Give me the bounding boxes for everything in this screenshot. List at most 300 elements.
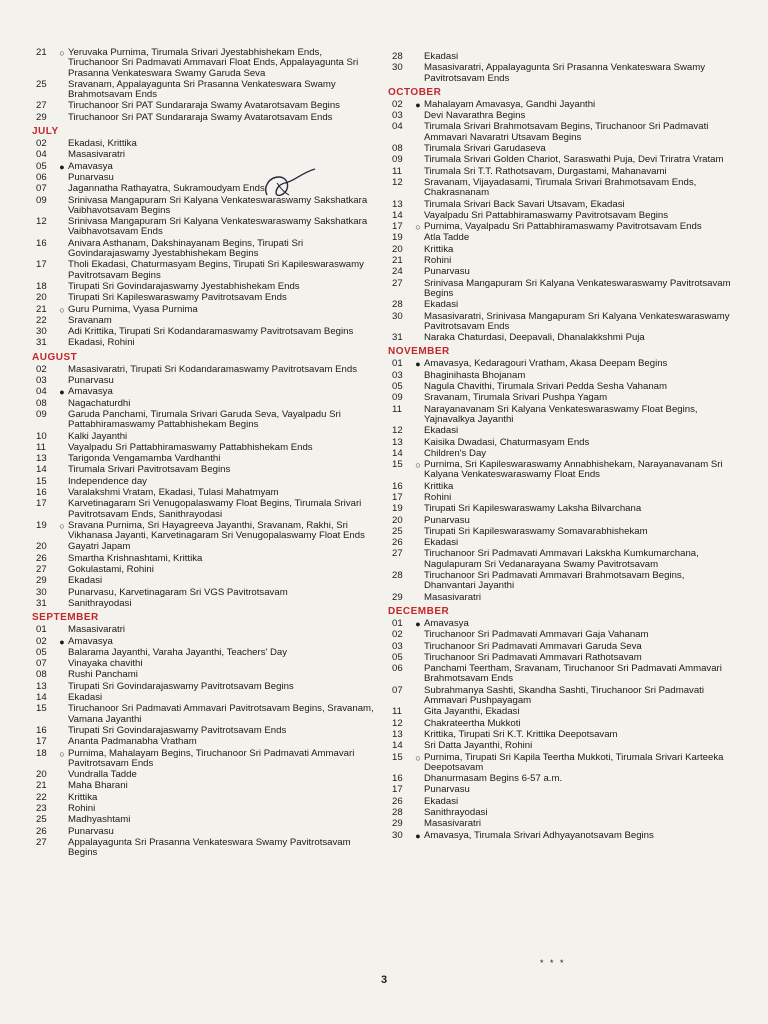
calendar-entry (392, 516, 732, 526)
entry-day: 05 (36, 160, 47, 172)
moon-placeholder (56, 139, 68, 149)
entry-description: Sanithrayodasi (424, 807, 488, 818)
entry-day: 21 (36, 780, 47, 792)
entry-description: Punarvasu (424, 266, 470, 278)
full-moon-icon: ○ (59, 48, 65, 58)
entry-day: 03 (392, 640, 403, 652)
calendar-entry (392, 155, 732, 165)
entry-day: 03 (392, 110, 403, 122)
entry-day: 15 (36, 475, 47, 487)
entry-day: 17 (392, 784, 403, 796)
entry-day: 08 (36, 397, 47, 409)
moon-placeholder (412, 426, 424, 436)
calendar-entry (36, 576, 374, 586)
moon-placeholder (412, 438, 424, 448)
moon-placeholder (56, 239, 68, 260)
calendar-entry (36, 599, 374, 609)
moon-placeholder (412, 122, 424, 143)
entry-day: 30 (36, 586, 47, 598)
entry-description: Sravana Purnima, Sri Hayagreeva Jayanthi, Sravanam, Rakhi, Sri Vikhanasa Jayanti, Karvetinagaram Sri Venugopalaswamy Float Ends (68, 519, 365, 542)
moon-placeholder (56, 454, 68, 464)
moon-placeholder (412, 245, 424, 255)
moon-placeholder (412, 593, 424, 603)
entry-day: 15 (392, 751, 403, 763)
calendar-entry (36, 327, 374, 337)
entry-description: Mahalayam Amavasya, Gandhi Jayanthi (424, 98, 596, 110)
calendar-entry (392, 741, 732, 751)
calendar-entry (36, 781, 374, 791)
moon-placeholder (412, 267, 424, 277)
moon-placeholder (412, 719, 424, 729)
calendar-entry (392, 256, 732, 266)
entry-day: 06 (392, 663, 403, 675)
entry-description: Tirumala Srivari Brahmotsavam Begins, Tiruchanoor Sri Padmavati Ammavari Navaratri Utsavam Begins (424, 121, 709, 143)
moon-placeholder (412, 516, 424, 526)
entry-day: 14 (36, 464, 47, 476)
moon-placeholder (56, 670, 68, 680)
entry-description: Tirumala Srivari Garudaseva (424, 143, 546, 155)
entry-description: Tiruchanoor Sri Padmavati Ammavari Pavitrotsavam Begins, Sravanam, Vamana Jayanthi (68, 703, 374, 725)
calendar-entry (392, 593, 732, 603)
moon-placeholder (56, 465, 68, 475)
entry-day: 10 (36, 430, 47, 442)
calendar-entry (392, 438, 732, 448)
entry-description: Srinivasa Mangapuram Sri Kalyana Venkateswaraswamy Pavitrotsavam Begins (424, 277, 731, 299)
entry-day: 19 (36, 519, 47, 531)
calendar-entry (392, 774, 732, 784)
entry-day: 04 (392, 121, 403, 133)
moon-placeholder (412, 279, 424, 300)
calendar-entry (392, 808, 732, 818)
calendar-entry (392, 664, 732, 685)
entry-description: Varalakshmi Vratam, Ekadasi, Tulasi Mahatmyam (68, 486, 279, 498)
entry-day: 17 (36, 259, 47, 271)
calendar-entry (36, 770, 374, 780)
month-heading: DECEMBER (388, 605, 450, 617)
moon-placeholder (412, 405, 424, 426)
entry-description: Amavasya (424, 617, 469, 629)
entry-day: 04 (36, 386, 47, 398)
moon-placeholder (56, 659, 68, 669)
entry-day: 30 (36, 326, 47, 338)
entry-description: Purnima, Tirupati Sri Kapila Teertha Mukkoti, Tirumala Srivari Karteeka Deepotsavam (424, 751, 724, 773)
moon-placeholder (412, 144, 424, 154)
new-moon-icon: ● (415, 618, 421, 629)
calendar-entry (36, 749, 374, 770)
entry-day: 02 (36, 635, 47, 647)
moon-placeholder (412, 393, 424, 403)
calendar-entry (392, 167, 732, 177)
moon-placeholder (412, 730, 424, 740)
entry-day: 22 (36, 314, 47, 326)
moon-placeholder (56, 838, 68, 859)
entry-day: 08 (36, 669, 47, 681)
entry-description: Tiruchanoor Sri Padmavati Ammavari Rathotsavam (424, 651, 642, 663)
entry-day: 13 (392, 728, 403, 740)
calendar-entry (392, 279, 732, 300)
entry-day: 31 (36, 597, 47, 609)
moon-placeholder (56, 410, 68, 431)
calendar-entry (36, 465, 374, 475)
moon-placeholder (412, 774, 424, 784)
moon-placeholder (412, 527, 424, 537)
moon-placeholder (56, 196, 68, 217)
entry-description: Tarigonda Vengamamba Vardhanthi (68, 453, 221, 465)
entry-description: Tiruchanoor Sri PAT Sundararaja Swamy Avatarotsavam Ends (68, 111, 333, 123)
calendar-entry (36, 499, 374, 520)
entry-description: Vayalpadu Sri Pattabhiramaswamy Pattabhishekam Ends (68, 441, 313, 453)
entry-description: Amavasya, Kedaragouri Vratham, Akasa Deepam Begins (424, 358, 668, 370)
calendar-entry (392, 797, 732, 807)
entry-description: Tirupati Sri Govindarajaswamy Pavitrotsavam Ends (68, 724, 287, 736)
entry-description: Masasivaratri (424, 818, 482, 830)
entry-day: 17 (392, 221, 403, 233)
entry-description: Tholi Ekadasi, Chaturmasyam Begins, Tirupati Sri Kapileswaraswamy Pavitrotsavam Begins (68, 259, 364, 281)
calendar-entry (36, 542, 374, 552)
moon-placeholder (56, 327, 68, 337)
entry-day: 02 (392, 629, 403, 641)
entry-description: Kaisika Dwadasi, Chaturmasyam Ends (424, 436, 590, 448)
moon-placeholder (56, 625, 68, 635)
calendar-entry (36, 737, 374, 747)
entry-day: 12 (36, 216, 47, 228)
moon-placeholder (56, 499, 68, 520)
entry-description: Tirumala Srivari Back Savari Utsavam, Ekadasi (424, 198, 625, 210)
entry-day: 19 (392, 503, 403, 515)
moon-placeholder (412, 211, 424, 221)
moon-placeholder (56, 376, 68, 386)
end-marker: * * * (540, 958, 566, 968)
entry-description: Masasivaratri (424, 591, 482, 603)
calendar-entry (392, 312, 732, 333)
moon-placeholder (56, 781, 68, 791)
calendar-entry (392, 707, 732, 717)
entry-day: 16 (36, 237, 47, 249)
entry-day: 27 (392, 548, 403, 560)
calendar-entry (36, 305, 374, 315)
calendar-entry (392, 571, 732, 592)
calendar-entry (392, 393, 732, 403)
calendar-entry (392, 144, 732, 154)
calendar-entry (36, 316, 374, 326)
entry-day: 26 (36, 825, 47, 837)
entry-day: 14 (392, 447, 403, 459)
moon-placeholder (412, 312, 424, 333)
new-moon-icon: ● (415, 359, 421, 370)
entry-description: Purnima, Mahalayam Begins, Tiruchanoor Sri Padmavati Ammavari Pavitrotsavam Ends (68, 747, 355, 769)
entry-day: 29 (36, 111, 47, 123)
entry-day: 23 (36, 803, 47, 814)
calendar-entry (392, 753, 732, 774)
moon-placeholder (412, 155, 424, 165)
moon-placeholder (412, 785, 424, 795)
moon-placeholder (56, 804, 68, 814)
calendar-entry (392, 111, 732, 121)
moon-placeholder (412, 642, 424, 652)
entry-day: 28 (392, 51, 403, 62)
calendar-entry (392, 538, 732, 548)
entry-day: 20 (392, 243, 403, 255)
calendar-entry (36, 48, 374, 79)
entry-day: 07 (392, 684, 403, 696)
entry-day: 28 (392, 570, 403, 582)
calendar-entry (36, 387, 374, 397)
calendar-entry (36, 637, 374, 647)
calendar-entry (392, 482, 732, 492)
entry-description: Dhanurmasam Begins 6-57 a.m. (424, 773, 563, 785)
calendar-entry (392, 785, 732, 795)
moon-placeholder (56, 682, 68, 692)
entry-day: 17 (392, 491, 403, 503)
entry-description: Karvetinagaram Sri Venugopalaswamy Float Begins, Tirumala Srivari Pavitrotsavam Ends, Sanithrayodasi (68, 498, 362, 520)
entry-day: 17 (36, 736, 47, 748)
moon-placeholder (56, 737, 68, 747)
moon-placeholder (412, 52, 424, 62)
entry-description: Masasivaratri (68, 624, 126, 636)
entry-day: 27 (36, 836, 47, 848)
calendar-entry (36, 838, 374, 859)
entry-day: 01 (392, 358, 403, 370)
calendar-entry (36, 454, 374, 464)
entry-day: 29 (392, 591, 403, 603)
calendar-entry (36, 217, 374, 238)
entry-day: 31 (36, 337, 47, 349)
entry-day: 25 (36, 78, 47, 90)
calendar-entry (392, 730, 732, 740)
calendar-entry (392, 819, 732, 829)
moon-placeholder (412, 256, 424, 266)
entry-day: 13 (36, 453, 47, 465)
moon-placeholder (412, 538, 424, 548)
entry-description: Sravanam (68, 314, 112, 326)
calendar-entry (392, 549, 732, 570)
entry-description: Gokulastami, Rohini (68, 564, 154, 576)
entry-description: Vayalpadu Sri Pattabhiramaswamy Pavitrotsavam Begins (424, 209, 669, 221)
entry-day: 15 (392, 459, 403, 471)
entry-day: 29 (36, 575, 47, 587)
entry-day: 09 (36, 408, 47, 420)
entry-day: 24 (392, 266, 403, 278)
month-heading: OCTOBER (388, 86, 442, 98)
month-heading: SEPTEMBER (32, 612, 99, 624)
calendar-entry (392, 382, 732, 392)
entry-description: Rohini (424, 255, 452, 267)
moon-placeholder (56, 260, 68, 281)
moon-placeholder (412, 333, 424, 343)
right-column (388, 51, 732, 842)
entry-day: 11 (36, 441, 46, 453)
entry-description: Ekadasi (424, 299, 459, 311)
entry-day: 25 (36, 814, 47, 826)
entry-description: Chakrateertha Mukkoti (424, 717, 521, 729)
entry-description: Panchami Teertham, Sravanam, Tiruchanoor Sri Padmavati Ammavari Brahmotsavam Ends (424, 663, 722, 685)
calendar-entry (36, 150, 374, 160)
entry-day: 11 (392, 403, 402, 415)
calendar-entry (36, 648, 374, 658)
moon-placeholder (56, 793, 68, 803)
full-moon-icon: ○ (415, 460, 421, 471)
entry-description: Sri Datta Jayanthi, Rohini (424, 740, 533, 752)
entry-day: 18 (36, 747, 47, 759)
entry-description: Amavasya (68, 160, 113, 172)
calendar-entry (392, 178, 732, 199)
entry-day: 16 (392, 773, 403, 785)
moon-placeholder (56, 726, 68, 736)
entry-description: Guru Purnima, Vyasa Purnima (68, 303, 198, 315)
entry-description: Ekadasi (424, 425, 459, 437)
full-moon-icon: ○ (59, 304, 65, 315)
entry-description: Rohini (424, 491, 452, 503)
entry-description: Jagannatha Rathayatra, Sukramoudyam Ends (68, 183, 265, 195)
entry-description: Madhyashtami (68, 814, 131, 826)
calendar-entry (392, 493, 732, 503)
moon-placeholder (56, 588, 68, 598)
moon-placeholder (412, 630, 424, 640)
calendar-entry (392, 719, 732, 729)
entry-day: 01 (36, 624, 47, 636)
entry-day: 20 (36, 541, 47, 553)
moon-placeholder (56, 554, 68, 564)
calendar-entry (36, 101, 374, 111)
entry-day: 06 (36, 171, 47, 183)
moon-placeholder (56, 704, 68, 725)
entry-day: 03 (392, 369, 403, 381)
entry-description: Yeruvaka Purnima, Tirumala Srivari Jyestabhishekam Ends, Tiruchanoor Sri Padmavati Ammavari Float Ends, Appalayagunta Sri Prasanna Venkateswara Swamy Garuda Seva (68, 47, 359, 79)
calendar-entry (36, 432, 374, 442)
full-moon-icon: ○ (415, 222, 421, 233)
entry-day: 30 (392, 310, 403, 322)
entry-description: Ekadasi (68, 692, 103, 704)
calendar-entry (36, 588, 374, 598)
calendar-entry (392, 300, 732, 310)
entry-description: Punarvasu (68, 825, 114, 837)
entry-description: Srinivasa Mangapuram Sri Kalyana Venkateswaraswamy Sakshatkara Vaibhavotsavam Begins (68, 194, 368, 216)
moon-placeholder (412, 653, 424, 663)
entry-description: Ekadasi (68, 575, 103, 587)
entry-description: Amavasya (68, 386, 113, 398)
calendar-entry (392, 52, 732, 62)
moon-placeholder (56, 293, 68, 303)
entry-description: Krittika, Tirupati Sri K.T. Krittika Deepotsavam (424, 728, 618, 740)
entry-day: 30 (392, 829, 403, 841)
entry-day: 08 (392, 143, 403, 155)
month-heading: AUGUST (32, 351, 78, 363)
entry-day: 30 (392, 62, 403, 74)
entry-day: 11 (392, 165, 402, 177)
entry-description: Amavasya, Tirumala Srivari Adhyayanotsavam Begins (424, 829, 654, 841)
calendar-entry (392, 642, 732, 652)
entry-description: Independence day (68, 475, 147, 487)
calendar-entry (36, 565, 374, 575)
calendar-entry (36, 239, 374, 260)
calendar-entry (392, 122, 732, 143)
entry-description: Krittika (424, 243, 454, 255)
calendar-entry (36, 113, 374, 123)
calendar-entry (36, 399, 374, 409)
moon-placeholder (56, 217, 68, 238)
entry-description: Masasivaratri, Srinivasa Mangapuram Sri Kalyana Venkateswaraswamy Pavitrotsavam Ends (424, 310, 730, 332)
moon-placeholder (56, 770, 68, 780)
calendar-entry (392, 449, 732, 459)
calendar-entry (36, 659, 374, 669)
moon-placeholder (412, 819, 424, 829)
calendar-entry (36, 815, 374, 825)
entry-description: Devi Navarathra Begins (424, 110, 526, 122)
moon-placeholder (412, 571, 424, 592)
entry-description: Tirumala Srivari Golden Chariot, Saraswathi Puja, Devi Triratra Vratam (424, 154, 724, 166)
entry-day: 11 (392, 706, 402, 718)
entry-description: Krittika (68, 791, 98, 803)
calendar-entry (36, 443, 374, 453)
entry-description: Amavasya (68, 635, 113, 647)
entry-day: 09 (36, 194, 47, 206)
calendar-entry (36, 338, 374, 348)
entry-day: 27 (392, 277, 403, 289)
entry-description: Ekadasi (424, 795, 459, 807)
entry-description: Punarvasu (68, 171, 114, 183)
calendar-entry (392, 527, 732, 537)
entry-description: Tirupati Sri Kapileswaraswamy Pavitrotsavam Ends (68, 292, 287, 304)
moon-placeholder (412, 741, 424, 751)
entry-description: Punarvasu (424, 514, 470, 526)
calendar-entry (36, 260, 374, 281)
entry-description: Subrahmanya Sashti, Skandha Sashti, Tiruchanoor Sri Padmavati Ammavari Pushpayagam (424, 684, 704, 707)
entry-day: 20 (36, 769, 47, 781)
entry-day: 20 (36, 292, 47, 304)
moon-placeholder (56, 565, 68, 575)
month-heading: NOVEMBER (388, 346, 450, 358)
calendar-entry (36, 693, 374, 703)
entry-description: Gayatri Japam (68, 541, 131, 553)
month-heading: JULY (32, 126, 59, 138)
calendar-entry (392, 200, 732, 210)
entry-description: Ekadasi (424, 51, 459, 62)
entry-description: Punarvasu (68, 375, 114, 387)
entry-description: Masasivaratri (68, 149, 126, 161)
calendar-entry (36, 625, 374, 635)
entry-day: 05 (392, 381, 403, 393)
entry-description: Ekadasi, Krittika (68, 138, 137, 150)
entry-day: 12 (392, 425, 403, 437)
entry-description: Ekadasi, Rohini (68, 337, 135, 349)
calendar-entry (392, 359, 732, 369)
moon-placeholder (56, 80, 68, 101)
entry-day: 13 (392, 198, 403, 210)
entry-description: Masasivaratri, Appalayagunta Sri Prasanna Venkateswara Swamy Pavitrotsavam Ends (424, 62, 706, 84)
entry-day: 21 (392, 255, 403, 267)
calendar-entry (392, 426, 732, 436)
entry-description: Sravanam, Vijayadasami, Tirumala Srivari Brahmotsavam Ends, Chakrasnanam (424, 176, 697, 199)
calendar-entry (36, 139, 374, 149)
entry-description: Tiruchanoor Sri Padmavati Ammavari Gaja Vahanam (424, 629, 649, 641)
calendar-entry (36, 477, 374, 487)
entry-day: 26 (392, 537, 403, 549)
moon-placeholder (412, 493, 424, 503)
moon-placeholder (56, 432, 68, 442)
entry-day: 14 (392, 740, 403, 752)
moon-placeholder (412, 300, 424, 310)
entry-description: Tiruchanoor Sri PAT Sundararaja Swamy Avatarotsavam Begins (68, 100, 340, 112)
entry-description: Tirupati Sri Kapileswaraswamy Somavarabhishekam (424, 525, 648, 537)
moon-placeholder (56, 282, 68, 292)
entry-description: Rushi Panchami (68, 669, 138, 681)
moon-placeholder (56, 648, 68, 658)
entry-description: Nagachaturdhi (68, 397, 131, 409)
entry-day: 22 (36, 791, 47, 803)
calendar-entry (392, 405, 732, 426)
calendar-entry (36, 410, 374, 431)
calendar-entry (36, 282, 374, 292)
